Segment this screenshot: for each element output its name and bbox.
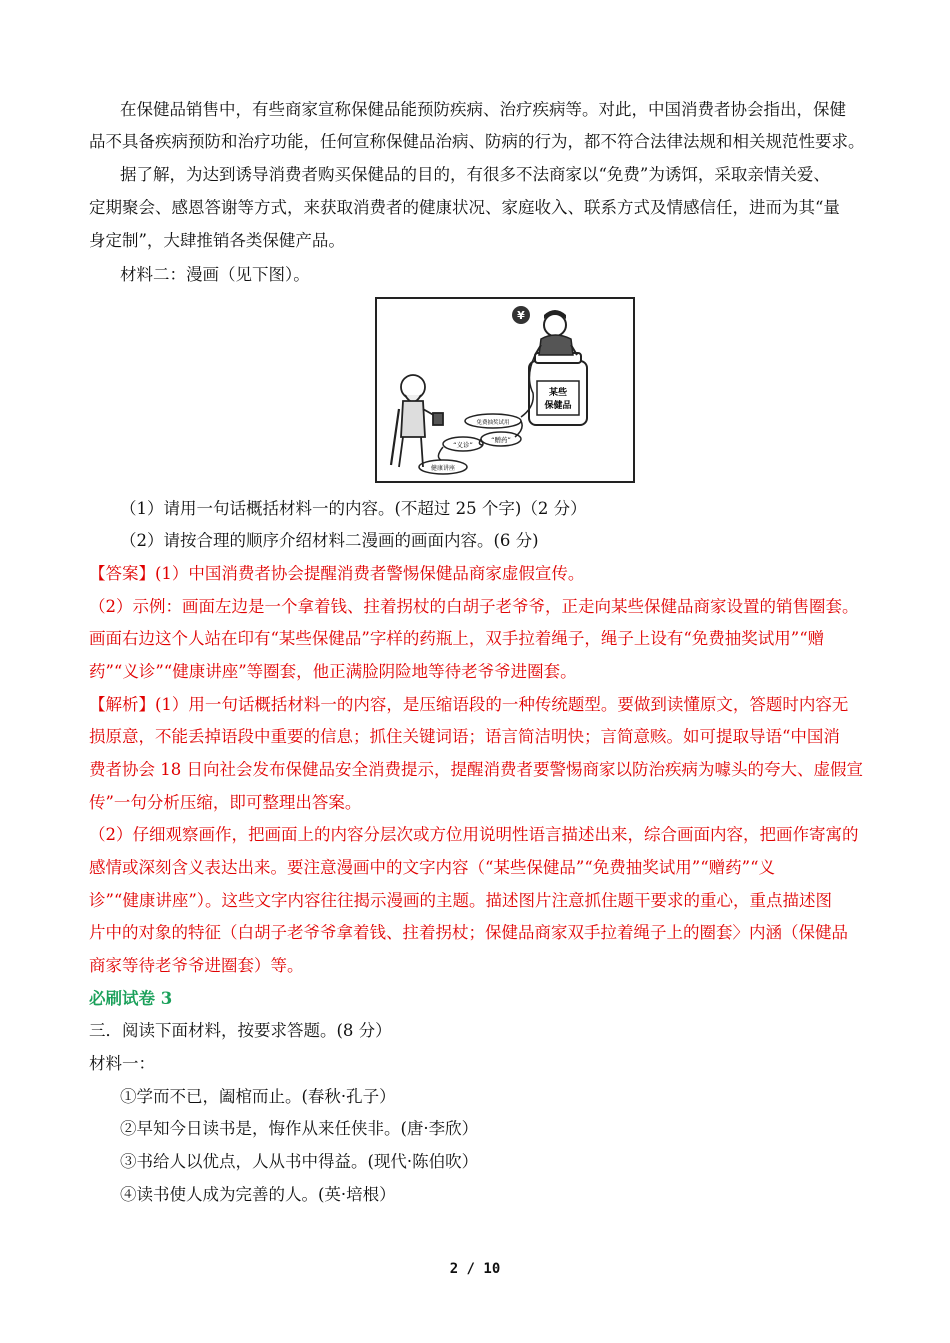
bottle-label-1: 某些 xyxy=(548,388,568,398)
ring-zengyao-label: “赠药” xyxy=(491,436,511,444)
quote-1: ①学而不已，阖棺而止。(春秋·孔子） xyxy=(120,1087,396,1106)
analysis-line-4: 传”一句分析压缩，即可整理出答案。 xyxy=(89,793,362,812)
question-1: （1）请用一句话概括材料一的内容。(不超过 25 个字)（2 分） xyxy=(120,499,587,518)
quote-3: ③书给人以优点，人从书中得益。(现代·陈伯吹） xyxy=(120,1152,479,1171)
answer-line-3: 画面右边这个人站在印有“某些保健品”字样的药瓶上，双手拉着绳子，绳子上设有“免费抽奖试用”“赠 xyxy=(89,629,825,648)
ring-trial-label: 免费抽奖试用 xyxy=(476,420,510,426)
material2-title: 材料二：漫画（见下图）。 xyxy=(120,265,310,284)
ring-yizhen-label: “义诊” xyxy=(453,441,473,449)
analysis-line-7: 诊”“健康讲座”）。这些文字内容往往揭示漫画的主题。描述图片注意抓住题干要求的重心，重点描述图 xyxy=(89,891,833,910)
question-2: （2）请按合理的顺序介绍材料二漫画的画面内容。(6 分) xyxy=(120,531,539,550)
question-3-material1-label: 材料一： xyxy=(89,1054,155,1073)
page-number: 2 / 10 xyxy=(449,1261,501,1277)
material1-p2-line3: 身定制”，大肆推销各类保健产品。 xyxy=(89,231,345,250)
cartoon-image xyxy=(375,297,635,483)
bottle-icon xyxy=(529,353,587,425)
analysis-line-6: 感情或深刻含义表达出来。要注意漫画中的文字内容（“某些保健品”“免费抽奖试用”“赠药”“义 xyxy=(89,858,776,877)
material1-p1-line2: 品不具备疾病预防和治疗功能，任何宣称保健品治病、防病的行为，都不符合法律法规和相关规范性要求。 xyxy=(89,132,865,151)
material1-p1-line1: 在保健品销售中，有些商家宣称保健品能预防疾病、治疗疾病等。对此，中国消费者协会指出，保健 xyxy=(120,100,846,119)
yen-bubble-icon xyxy=(512,306,530,324)
analysis-line-1: 【解析】(1）用一句话概括材料一的内容，是压缩语段的一种传统题型。要做到读懂原文，答题时内容无 xyxy=(89,695,849,714)
quote-4: ④读书使人成为完善的人。(英·培根） xyxy=(120,1185,396,1204)
answer-line-2: （2）示例：画面左边是一个拿着钱、拄着拐杖的白胡子老爷爷，正走向某些保健品商家设置的销售圈套。 xyxy=(89,597,859,616)
analysis-line-9: 商家等待老爷爷进圈套）等。 xyxy=(89,956,304,975)
analysis-line-2: 损原意，不能丢掉语段中重要的信息；抓住关键词语；语言简洁明快；言简意赅。如可提取导语“中国消 xyxy=(89,727,840,746)
bottle-label-2: 保健品 xyxy=(544,401,572,411)
ring-lecture-label: 健康讲座 xyxy=(430,465,456,472)
analysis-line-8: 片中的对象的特征（白胡子老爷爷拿着钱、拄着拐杖；保健品商家双手拉着绳子上的圈套〉内涵（保健品 xyxy=(89,923,848,942)
question-3-title: 三．阅读下面材料，按要求答题。(8 分） xyxy=(89,1021,392,1040)
analysis-line-3: 费者协会 18 日向社会发布保健品安全消费提示，提醒消费者要警惕商家以防治疾病为噱头的夸大、虚假宣 xyxy=(89,760,863,779)
answer-line-4: 药”“义诊”“健康讲座”等圈套，他正满脸阴险地等待老爷爷进圈套。 xyxy=(89,662,577,681)
material1-p2-line2: 定期聚会、感恩答谢等方式，来获取消费者的健康状况、家庭收入、联系方式及情感信任，进而为其“量 xyxy=(89,198,840,217)
section-title: 必刷试卷 3 xyxy=(89,989,173,1008)
analysis-line-5: （2）仔细观察画作，把画面上的内容分层次或方位用说明性语言描述出来，综合画面内容，把画作寄寓的 xyxy=(89,825,859,844)
yen-symbol: ¥ xyxy=(517,309,525,322)
material1-p2-line1: 据了解，为达到诱导消费者购买保健品的目的，有很多不法商家以“免费”为诱饵，采取亲情关爱、 xyxy=(120,165,830,184)
quote-2: ②早知今日读书是，悔作从来任侠非。(唐·李欣） xyxy=(120,1119,479,1138)
answer-line-1: 【答案】(1）中国消费者协会提醒消费者警惕保健品商家虚假宣传。 xyxy=(89,564,585,583)
